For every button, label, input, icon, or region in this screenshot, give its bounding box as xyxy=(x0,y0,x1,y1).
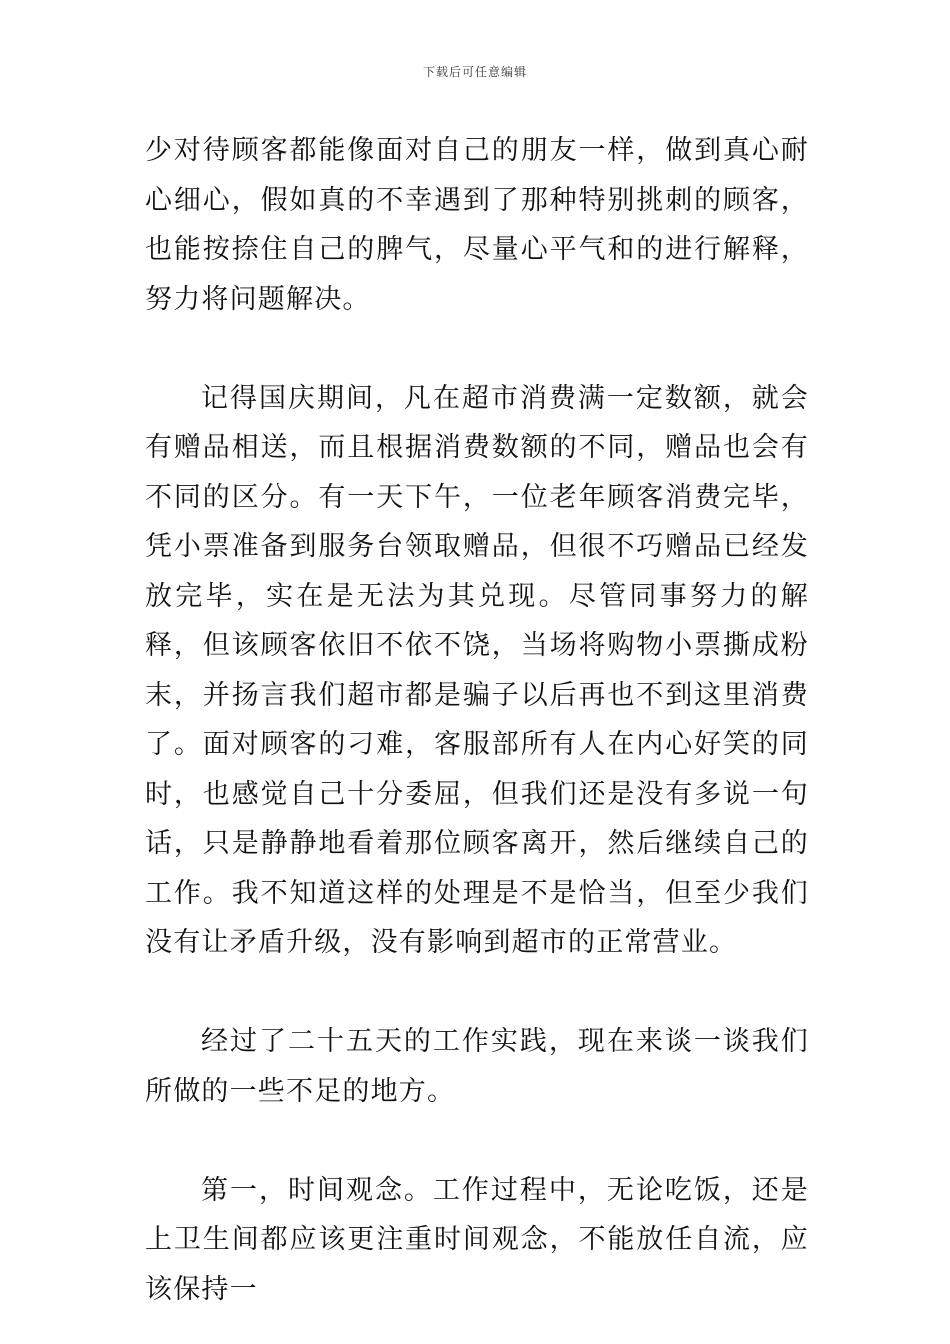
paragraph-national-day-incident: 记得国庆期间，凡在超市消费满一定数额，就会有赠品相送，而且根据消费数额的不同，赠品也会有不同的区分。有一天下午，一位老年顾客消费完毕，凭小票准备到服务台领取赠品，但很不巧赠品已经发放完毕，实在是无法为其兑现。尽管同事努力的解释，但该顾客依旧不依不饶，当场将购物小票撕成粉末，并扬言我们超市都是骗子以后再也不到这里消费了。面对顾客的刁难，客服部所有人在内心好笑的同时，也感觉自己十分委屈，但我们还是没有多说一句话，只是静静地看着那位顾客离开，然后继续自己的工作。我不知道这样的处理是不是恰当，但至少我们没有让矛盾升级，没有影响到超市的正常营业。 xyxy=(145,382,809,958)
paragraph-shortcomings-intro: 经过了二十五天的工作实践，现在来谈一谈我们所做的一些不足的地方。 xyxy=(145,1026,809,1107)
paragraph-customer-attitude: 少对待顾客都能像面对自己的朋友一样，做到真心耐心细心，假如真的不幸遇到了那种特别挑刺的顾客，也能按捺住自己的脾气，尽量心平气和的进行解释，努力将问题解决。 xyxy=(145,135,809,315)
page-header: 下载后可任意编辑 xyxy=(422,65,527,79)
paragraph-time-concept: 第一，时间观念。工作过程中，无论吃饭，还是上卫生间都应该更注重时间观念，不能放任自流，应该保持一 xyxy=(145,1174,809,1305)
document-body xyxy=(145,126,809,1314)
